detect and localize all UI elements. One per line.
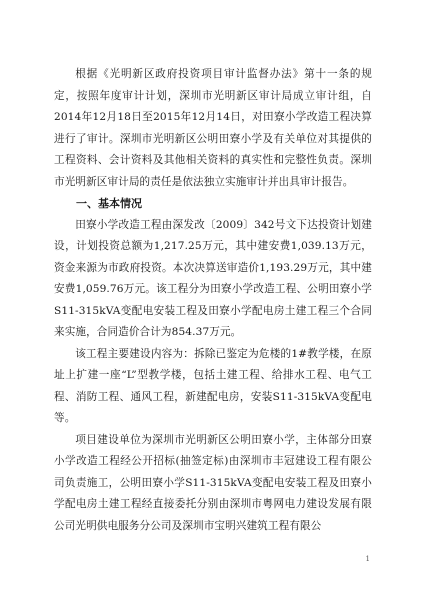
intro-paragraph: 根据《光明新区政府投资项目审计监督办法》第十一条的规定，按照年度审计计划，深圳市光明新区审计局成立审计组，自2014年12月18日至2015年12月14日，对田寮小学改造工程决算进行了审计。深圳市光明新区公明田寮小学及有关单位对其提供的工程资料、会计资料及其他相关资料的真实性和完整性负责。深圳市光明新区审计局的责任是依法独立实施审计并出具审计报告。 <box>54 68 372 188</box>
page-number: 1 <box>365 555 370 563</box>
construction-content-paragraph: 该工程主要建设内容为：拆除已鉴定为危楼的1#教学楼，在原址上扩建一座“L”型教学楼，包括土建工程、给排水工程、电气工程、消防工程、通风工程，新建配电房，安装S11-315kVA变配电等。 <box>54 347 372 424</box>
contractor-paragraph: 项目建设单位为深圳市光明新区公明田寮小学，主体部分田寮小学改造工程经公开招标(抽签定标)由深圳市丰冠建设工程有限公司负责施工，公明田寮小学S11-315kVA变配电安装工程及田寮小学配电房土建工程经直接委托分别由深圳市粤网电力建设发展有限公司光明供电服务分公司及深圳市宝明兴建筑工程有限公 <box>54 433 372 532</box>
investment-paragraph: 田寮小学改造工程由深发改〔2009〕342号文下达投资计划建设，计划投资总额为1,217.25万元，其中建安费1,039.13万元，资金来源为市政府投资。本次决算送审造价1,193.29万元，其中建安费1,059.76万元。该工程分为田寮小学改造工程、公明田寮小学S11-315kVA变配电安装工程及田寮小学配电房土建工程三个合同来实施，合同造价合计为854.37万元。 <box>54 218 372 338</box>
document-body <box>54 64 372 537</box>
section-heading-basic-info: 一、基本情况 <box>76 197 142 210</box>
